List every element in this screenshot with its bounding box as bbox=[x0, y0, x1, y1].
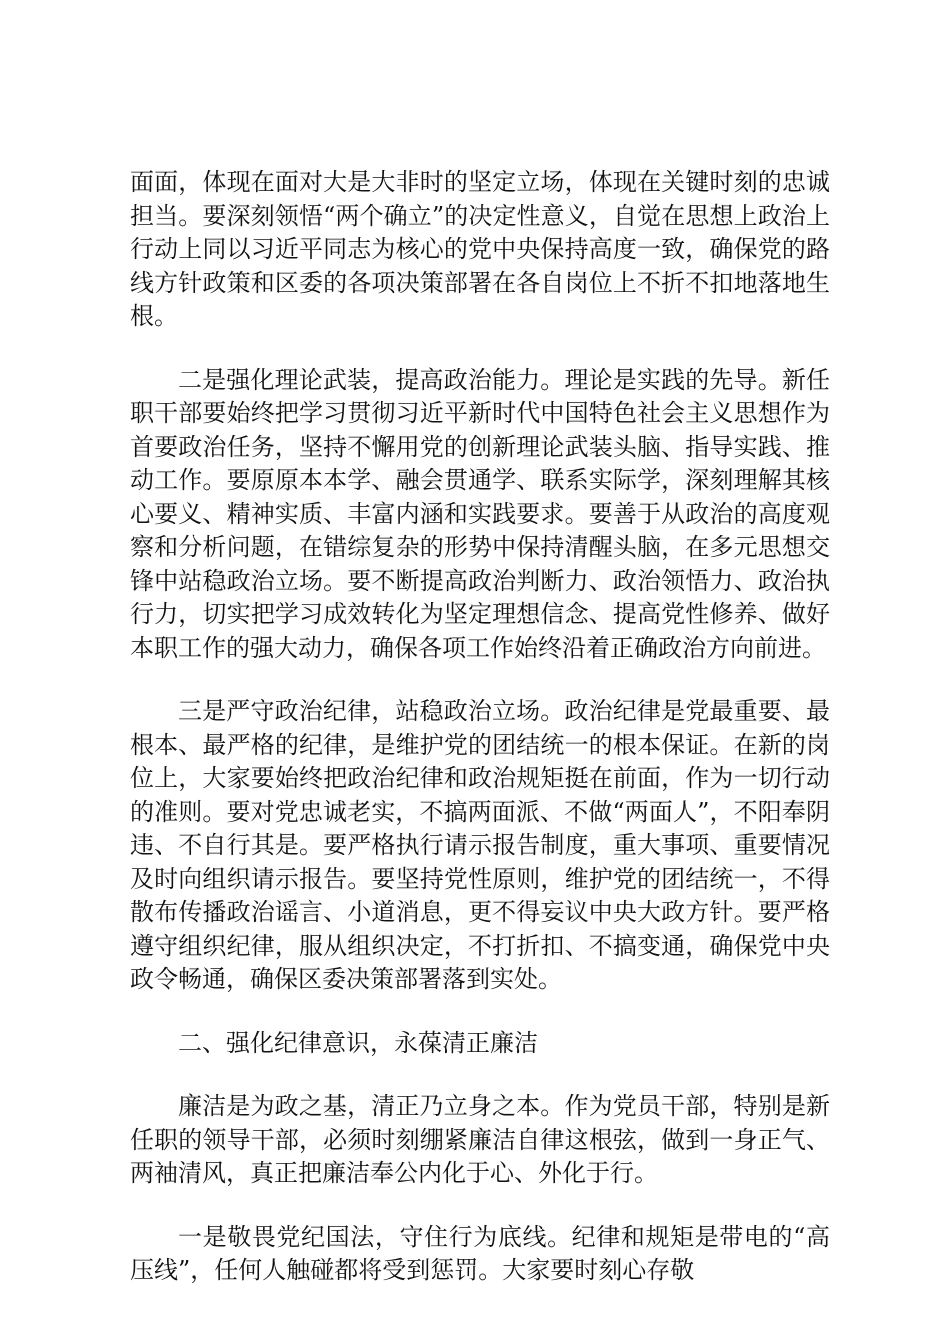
section-heading: 二、强化纪律意识，永葆清正廉洁 bbox=[178, 1028, 538, 1057]
paragraph-section-intro: 廉洁是为政之基，清正乃立身之本。作为党员干部，特别是新任职的领导干部，必须时刻绷紧廉洁自律这根弦，做到一身正气、两袖清风，真正把廉洁奉公内化于心、外化于行。 bbox=[130, 1092, 830, 1187]
paragraph-point-three: 三是严守政治纪律，站稳政治立场。政治纪律是党最重要、最根本、最严格的纪律，是维护党的团结统一的根本保证。在新的岗位上，大家要始终把政治纪律和政治规矩挺在前面，作为一切行动的准则。要对党忠诚老实，不搞两面派、不做“两面人”，不阳奉阴违、不自行其是。要严格执行请示报告制度，重大事项、重要情况及时向组织请示报告。要坚持党性原则，维护党的团结统一，不得散布传播政治谣言、小道消息，更不得妄议中央大政方针。要严格遵守组织纪律，服从组织决定，不打折扣、不搞变通，确保党中央政令畅通，确保区委决策部署落到实处。 bbox=[130, 697, 830, 993]
paragraph-continuation: 面面，体现在面对大是大非时的坚定立场，体现在关键时刻的忠诚担当。要深刻领悟“两个确立”的决定性意义，自觉在思想上政治上行动上同以习近平同志为核心的党中央保持高度一致，确保党的路线方针政策和区委的各项决策部署在各自岗位上不折不扣地落地生根。 bbox=[130, 168, 830, 330]
paragraph-point-one: 一是敬畏党纪国法，守住行为底线。纪律和规矩是带电的“高压线”，任何人触碰都将受到惩罚。大家要时刻心存敬 bbox=[130, 1222, 830, 1284]
document-body bbox=[130, 166, 830, 1318]
paragraph-point-two: 二是强化理论武装，提高政治能力。理论是实践的先导。新任职干部要始终把学习贯彻习近平新时代中国特色社会主义思想作为首要政治任务，坚持不懈用党的创新理论武装头脑、指导实践、推动工作。要原原本本学、融会贯通学、联系实际学，深刻理解其核心要义、精神实质、丰富内涵和实践要求。要善于从政治的高度观察和分析问题，在错综复杂的形势中保持清醒头脑，在多元思想交锋中站稳政治立场。要不断提高政治判断力、政治领悟力、政治执行力，切实把学习成效转化为坚定理想信念、提高党性修养、做好本职工作的强大动力，确保各项工作始终沿着正确政治方向前进。 bbox=[130, 365, 830, 662]
